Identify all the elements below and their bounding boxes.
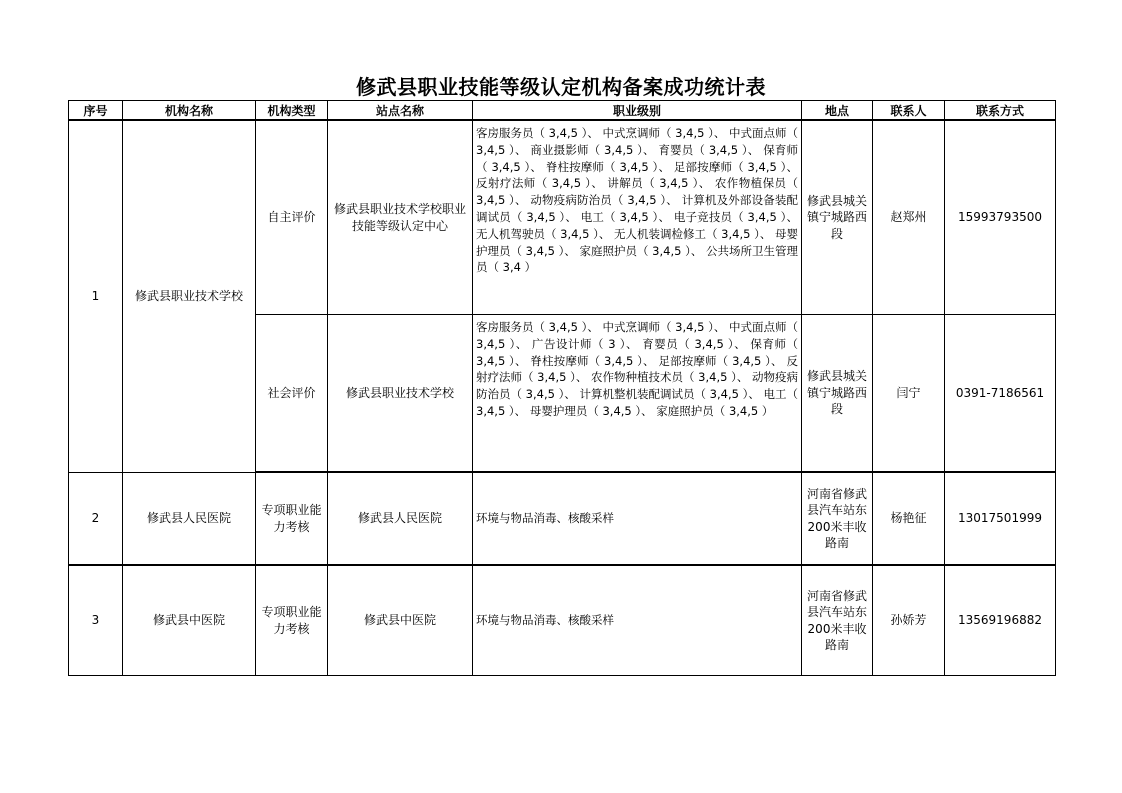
table-row [69,472,1056,565]
header-seq: 序号 [69,101,123,121]
row-org-type: 专项职业能力考核 [256,565,328,676]
header-org-name: 机构名称 [123,101,256,121]
row-seq: 2 [69,472,123,565]
row-org-type: 自主评价 [256,120,328,315]
table-header-row [69,101,1056,121]
row-level: 环境与物品消毒、核酸采样 [473,472,802,565]
row-location: 修武县城关镇宁城路西段 [802,120,873,315]
row-phone: 0391-7186561 [945,315,1056,473]
row-contact: 杨艳征 [873,472,945,565]
table-row [69,120,1056,315]
row-seq: 1 [69,120,123,472]
row-level: 客房服务员（ 3,4,5 ）、 中式烹调师（ 3,4,5 ）、 中式面点师（ 3,4,5 ）、 广告设计师（ 3 ）、 育婴员（ 3,4,5 ）、 保育师（ 3,4,5 ）、 脊柱按摩师（ 3,4,5 ）、 足部按摩师（ 3,4,5 ）、 反射疗法师（ 3,4,5 ）、 农作物种植技术员（ 3,4,5 ）、 动物疫病防治员（ 3,4,5 ）、 计算机整机装配调试员（ 3,4,5 ）、 电工（ 3,4,5 ）、 母婴护理员（ 3,4,5 ）、 家庭照护员（ 3,4,5 ） [473,315,802,473]
row-site-name: 修武县中医院 [328,565,473,676]
row-phone: 15993793500 [945,120,1056,315]
row-contact: 赵郑州 [873,120,945,315]
header-site-name: 站点名称 [328,101,473,121]
row-org-type: 社会评价 [256,315,328,473]
row-org-name: 修武县中医院 [123,565,256,676]
statistics-table [68,100,1056,676]
table-row [69,565,1056,676]
row-level: 客房服务员（ 3,4,5 ）、 中式烹调师（ 3,4,5 ）、 中式面点师（ 3,4,5 ）、 商业摄影师（ 3,4,5 ）、 育婴员（ 3,4,5 ）、 保育师（ 3,4,5 ）、 脊柱按摩师（ 3,4,5 ）、 足部按摩师（ 3,4,5 ）、 反射疗法师（ 3,4,5 ）、 讲解员（ 3,4,5 ）、 农作物植保员（ 3,4,5 ）、 动物疫病防治员（ 3,4,5 ）、 计算机及外部设备装配调试员（ 3,4,5 ）、 电工（ 3,4,5 ）、 电子竞技员（ 3,4,5 ）、 无人机驾驶员（ 3,4,5 ）、 无人机装调检修工（ 3,4,5 ）、 母婴护理员（ 3,4,5 ）、 家庭照护员（ 3,4,5 ）、 公共场所卫生管理员（ 3,4 ） [473,120,802,315]
header-location: 地点 [802,101,873,121]
row-level: 环境与物品消毒、核酸采样 [473,565,802,676]
row-seq: 3 [69,565,123,676]
row-contact: 孙娇芳 [873,565,945,676]
row-contact: 闫宁 [873,315,945,473]
row-phone: 13017501999 [945,472,1056,565]
row-org-name: 修武县人民医院 [123,472,256,565]
row-site-name: 修武县职业技术学校 [328,315,473,473]
row-org-type: 专项职业能力考核 [256,472,328,565]
row-site-name: 修武县人民医院 [328,472,473,565]
row-location: 修武县城关镇宁城路西段 [802,315,873,473]
header-org-type: 机构类型 [256,101,328,121]
row-location: 河南省修武县汽车站东200米丰收路南 [802,472,873,565]
header-contact: 联系人 [873,101,945,121]
row-location: 河南省修武县汽车站东200米丰收路南 [802,565,873,676]
header-phone: 联系方式 [945,101,1056,121]
page-title: 修武县职业技能等级认定机构备案成功统计表 [356,75,766,99]
row-org-name: 修武县职业技术学校 [123,120,256,472]
row-site-name: 修武县职业技术学校职业技能等级认定中心 [328,120,473,315]
header-level: 职业级别 [473,101,802,121]
row-phone: 13569196882 [945,565,1056,676]
